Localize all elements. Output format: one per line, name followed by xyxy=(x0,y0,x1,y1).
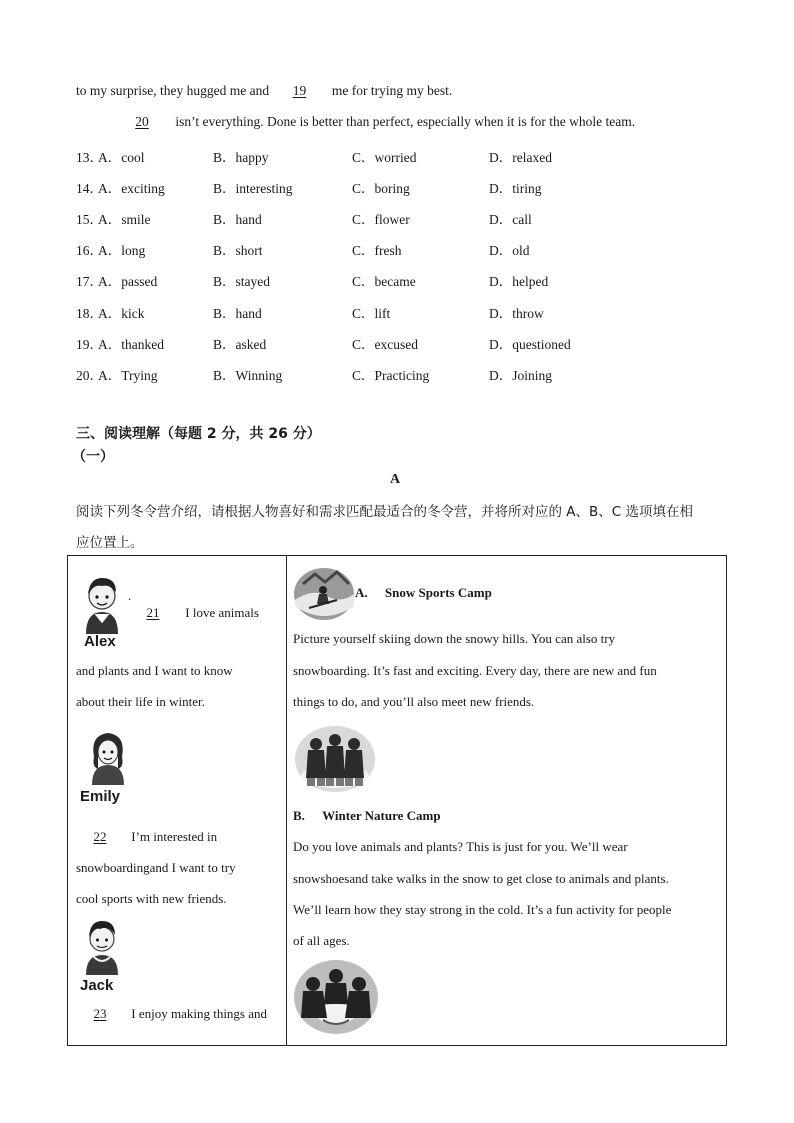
option-d[interactable]: D．relaxed xyxy=(489,150,552,165)
snow-sports-image xyxy=(293,566,355,622)
option-a[interactable]: A．smile xyxy=(98,212,151,227)
option-b[interactable]: B．hand xyxy=(213,212,262,227)
passage-line-1 xyxy=(76,83,452,99)
camp-b-line-4: of all ages. xyxy=(293,933,350,948)
emily-name: Emily xyxy=(80,788,121,805)
passage-line-2 xyxy=(118,114,635,130)
option-c[interactable]: C．flower xyxy=(352,212,410,227)
option-b[interactable]: B．short xyxy=(213,243,263,258)
option-a[interactable]: A．cool xyxy=(98,150,145,165)
question-number: 13． xyxy=(76,150,103,165)
alex-dot: . xyxy=(128,588,132,603)
section-title: 三、阅读理解（每题 2 分，共 26 分） xyxy=(76,426,321,442)
blank-20: 20 xyxy=(135,114,149,129)
option-d[interactable]: D．throw xyxy=(489,306,544,321)
instruction-line-1: 阅读下列冬令营介绍，请根据人物喜好和需求匹配最适合的冬令营，并将所对应的 A、B、C 选项填在相 xyxy=(76,504,694,520)
camp-b-heading xyxy=(293,808,441,824)
option-a[interactable]: A．exciting xyxy=(98,181,165,196)
question-row xyxy=(76,177,716,197)
option-d[interactable]: D．tiring xyxy=(489,181,542,196)
option-c[interactable]: C．became xyxy=(352,274,416,289)
option-c[interactable]: C．Practicing xyxy=(352,368,430,383)
question-row xyxy=(76,270,716,290)
blank-23: 23 xyxy=(93,1006,107,1021)
option-a[interactable]: A．long xyxy=(98,243,146,258)
blank-19: 19 xyxy=(292,83,307,98)
passage-text: isn’t everything. Done is better than perfect, especially when it is for the whole team. xyxy=(175,114,636,129)
option-b[interactable]: B．stayed xyxy=(213,274,270,289)
question-number: 17． xyxy=(76,274,103,289)
question-row xyxy=(76,302,716,322)
camp-b-label: B. xyxy=(293,808,305,823)
option-b[interactable]: B．Winning xyxy=(213,368,283,383)
question-number: 16． xyxy=(76,243,103,258)
jack-avatar xyxy=(82,915,122,975)
option-d[interactable]: D．call xyxy=(489,212,532,227)
emily-line-3: cool sports with new friends. xyxy=(76,891,227,906)
question-number: 18． xyxy=(76,306,103,321)
emily-line-1 xyxy=(76,829,217,845)
emily-text: I’m interested in xyxy=(131,829,218,844)
option-d[interactable]: D．questioned xyxy=(489,337,571,352)
option-d[interactable]: D．helped xyxy=(489,274,549,289)
camp-a-line-2: snowboarding. It’s fast and exciting. Every day, there are new and fun xyxy=(293,663,657,678)
camp-a-heading xyxy=(355,585,492,601)
jack-text: I enjoy making things and xyxy=(131,1006,268,1021)
option-d[interactable]: D．old xyxy=(489,243,530,258)
blank-21: 21 xyxy=(146,605,160,620)
table-divider xyxy=(286,555,287,1045)
alex-avatar xyxy=(80,572,124,634)
option-d[interactable]: D．Joining xyxy=(489,368,553,383)
option-c[interactable]: C．worried xyxy=(352,150,417,165)
camp-b-title: Winter Nature Camp xyxy=(322,808,441,823)
camp-a-line-3: things to do, and you’ll also meet new friends. xyxy=(293,694,535,709)
jack-name: Jack xyxy=(80,977,114,994)
question-row xyxy=(76,208,716,228)
passage-text: to my surprise, they hugged me and xyxy=(76,83,270,98)
question-row xyxy=(76,239,716,259)
blank-22: 22 xyxy=(93,829,107,844)
part-letter: A xyxy=(390,472,401,487)
option-c[interactable]: C．fresh xyxy=(352,243,402,258)
alex-line-2: and plants and I want to know xyxy=(76,663,233,678)
option-b[interactable]: B．happy xyxy=(213,150,269,165)
alex-line-1 xyxy=(128,605,259,621)
passage-text: me for trying my best. xyxy=(331,83,453,98)
section-subtitle: （一） xyxy=(72,449,114,465)
question-number: 15． xyxy=(76,212,103,227)
question-row xyxy=(76,333,716,353)
camp-a-label: A. xyxy=(355,585,368,600)
instruction-line-2: 应位置上。 xyxy=(76,535,144,551)
option-a[interactable]: A．Trying xyxy=(98,368,158,383)
alex-line-3: about their life in winter. xyxy=(76,694,205,709)
question-row xyxy=(76,364,716,384)
camp-b-line-1: Do you love animals and plants? This is just for you. We’ll wear xyxy=(293,839,628,854)
nature-camp-image xyxy=(294,724,376,794)
alex-text: I love animals xyxy=(185,605,259,620)
question-number: 20． xyxy=(76,368,103,383)
jack-line-1 xyxy=(76,1006,267,1022)
camp-a-title: Snow Sports Camp xyxy=(384,585,492,600)
emily-line-2: snowboardingand I want to try xyxy=(76,860,236,875)
emily-avatar xyxy=(88,727,128,785)
option-c[interactable]: C．lift xyxy=(352,306,391,321)
option-c[interactable]: C．excused xyxy=(352,337,418,352)
option-a[interactable]: A．passed xyxy=(98,274,158,289)
option-b[interactable]: B．interesting xyxy=(213,181,293,196)
matching-table xyxy=(67,555,727,1046)
option-a[interactable]: A．thanked xyxy=(98,337,164,352)
option-a[interactable]: A．kick xyxy=(98,306,145,321)
camp-b-line-2: snowshoesand take walks in the snow to get close to animals and plants. xyxy=(293,871,669,886)
option-c[interactable]: C．boring xyxy=(352,181,410,196)
camp-b-line-3: We’ll learn how they stay strong in the cold. It’s a fun activity for people xyxy=(293,902,672,917)
camp-a-line-1: Picture yourself skiing down the snowy hills. You can also try xyxy=(293,631,616,646)
question-number: 19． xyxy=(76,337,103,352)
option-b[interactable]: B．hand xyxy=(213,306,262,321)
option-b[interactable]: B．asked xyxy=(213,337,267,352)
alex-name: Alex xyxy=(84,633,116,650)
craft-camp-image xyxy=(293,958,379,1036)
question-number: 14． xyxy=(76,181,103,196)
question-row xyxy=(76,146,716,166)
